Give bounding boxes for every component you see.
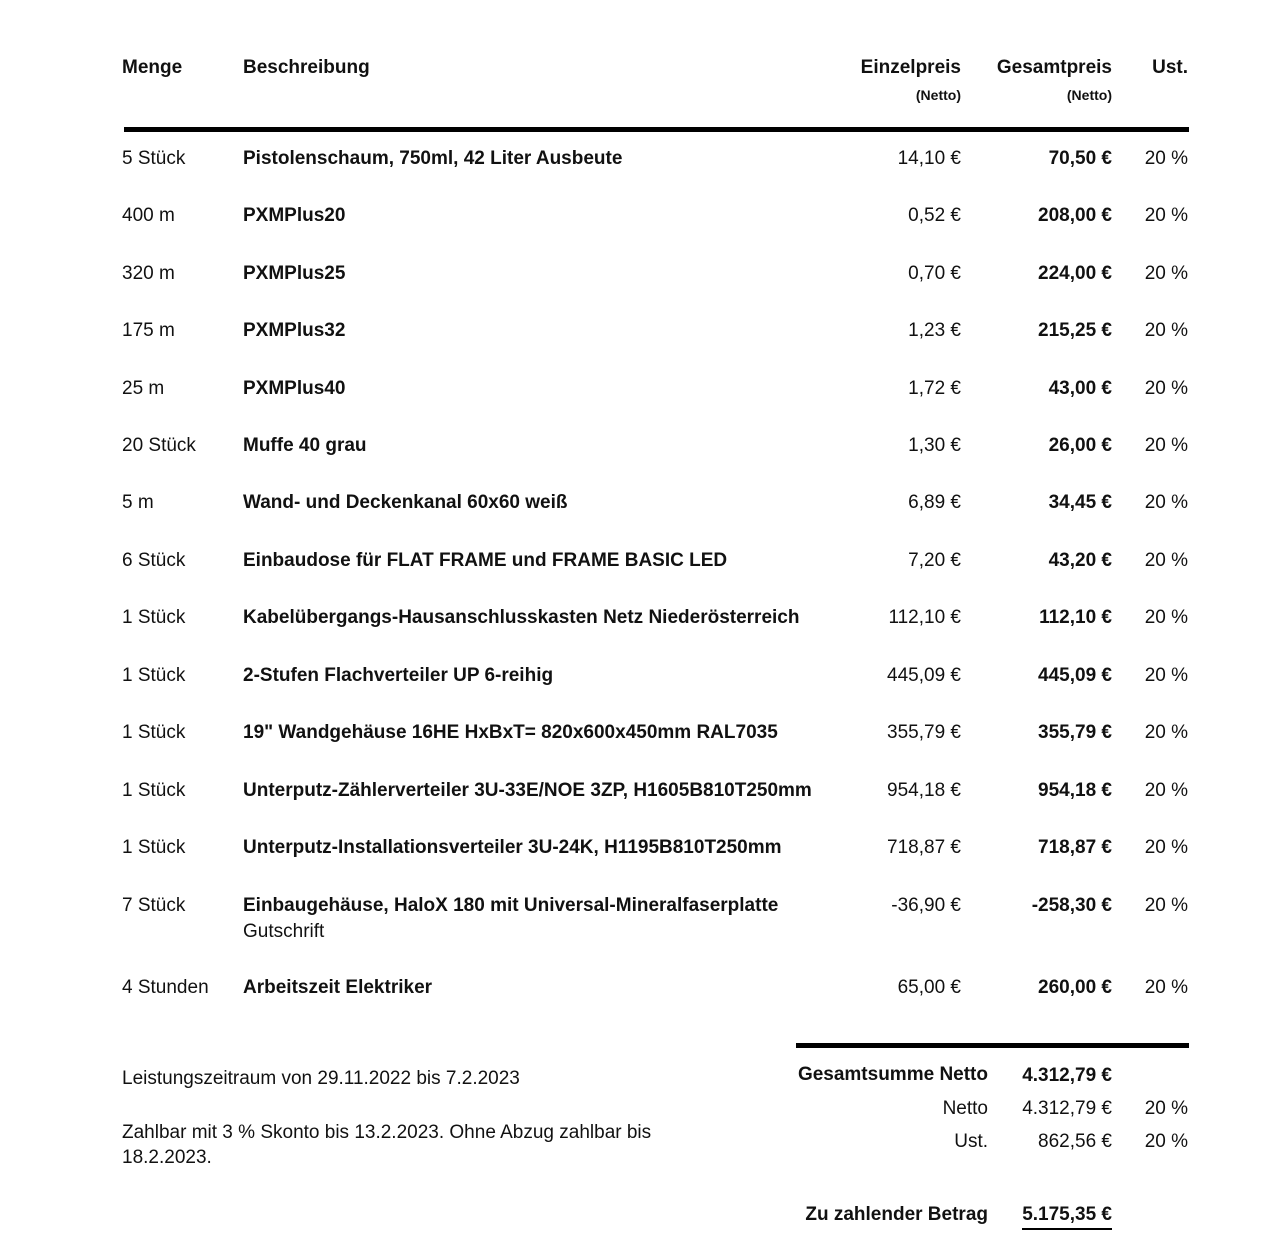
item-unit-price: 1,72 €	[908, 378, 961, 399]
header-unit-price-sub: (Netto)	[915, 87, 961, 103]
item-vat-rate: 20 %	[1144, 895, 1188, 916]
table-row	[0, 148, 1280, 188]
amount-due-label: Zu zahlender Betrag	[805, 1204, 988, 1225]
item-unit-price: 112,10 €	[888, 607, 961, 628]
net-label: Netto	[942, 1098, 988, 1119]
item-description: Wand- und Deckenkanal 60x60 weiß	[243, 492, 568, 513]
item-unit-price: 14,10 €	[897, 148, 961, 169]
item-total-price: 70,50 €	[1048, 148, 1112, 169]
item-unit-price: 1,30 €	[908, 435, 961, 456]
item-description: PXMPlus25	[243, 263, 346, 284]
item-vat-rate: 20 %	[1144, 148, 1188, 169]
item-vat-rate: 20 %	[1144, 320, 1188, 341]
item-total-price: 26,00 €	[1048, 435, 1112, 456]
amount-due-value: 5.175,35 €	[1022, 1204, 1112, 1230]
item-vat-rate: 20 %	[1144, 492, 1188, 513]
item-vat-rate: 20 %	[1144, 378, 1188, 399]
item-total-price: 355,79 €	[1038, 722, 1112, 743]
net-vat-rate: 20 %	[1144, 1098, 1188, 1119]
item-quantity: 1 Stück	[122, 837, 186, 858]
item-description: Einbaudose für FLAT FRAME und FRAME BASIC LED	[243, 550, 728, 571]
item-vat-rate: 20 %	[1144, 665, 1188, 686]
item-description: Pistolenschaum, 750ml, 42 Liter Ausbeute	[243, 148, 623, 169]
item-description-note: Gutschrift	[243, 921, 325, 942]
item-description: Kabelübergangs-Hausanschlusskasten Netz Niederösterreich	[243, 607, 800, 628]
vat-value: 862,56 €	[1038, 1131, 1112, 1152]
item-total-price: 718,87 €	[1038, 837, 1112, 858]
item-unit-price: 718,87 €	[887, 837, 961, 858]
item-unit-price: 7,20 €	[908, 550, 961, 571]
item-description: PXMPlus20	[243, 205, 346, 226]
item-unit-price: 0,70 €	[908, 263, 961, 284]
gross-net-label: Gesamtsumme Netto	[797, 1064, 988, 1085]
item-quantity: 25 m	[122, 378, 165, 399]
item-description: Einbaugehäuse, HaloX 180 mit Universal-Mineralfaserplatte	[243, 895, 779, 916]
item-vat-rate: 20 %	[1144, 205, 1188, 226]
item-description: 2-Stufen Flachverteiler UP 6-reihig	[243, 665, 554, 686]
item-quantity: 1 Stück	[122, 665, 186, 686]
item-total-price: 34,45 €	[1048, 492, 1112, 513]
gross-net-value: 4.312,79 €	[1022, 1065, 1112, 1086]
item-quantity: 400 m	[122, 205, 175, 226]
item-vat-rate: 20 %	[1144, 722, 1188, 743]
table-row	[0, 895, 1280, 942]
item-total-price: 208,00 €	[1038, 205, 1112, 226]
item-total-price: 43,20 €	[1048, 550, 1112, 571]
net-value: 4.312,79 €	[1022, 1098, 1112, 1119]
item-quantity: 4 Stunden	[122, 977, 209, 998]
table-row	[0, 607, 1280, 647]
vat-rate: 20 %	[1144, 1131, 1188, 1152]
item-description: PXMPlus32	[243, 320, 346, 341]
table-row	[0, 320, 1280, 360]
item-quantity: 320 m	[122, 263, 175, 284]
item-unit-price: 1,23 €	[908, 320, 961, 341]
item-description: Unterputz-Installationsverteiler 3U-24K, H1195B810T250mm	[243, 837, 782, 858]
header-vat: Ust.	[1152, 57, 1188, 78]
item-vat-rate: 20 %	[1144, 780, 1188, 801]
header-total-price: Gesamtpreis	[996, 57, 1112, 78]
item-vat-rate: 20 %	[1144, 263, 1188, 284]
table-row	[0, 263, 1280, 303]
vat-label: Ust.	[954, 1131, 988, 1152]
table-row	[0, 837, 1280, 877]
item-description: Arbeitszeit Elektriker	[243, 977, 433, 998]
item-total-price: 43,00 €	[1048, 378, 1112, 399]
item-unit-price: 445,09 €	[887, 665, 961, 686]
item-quantity: 5 m	[122, 492, 154, 513]
payment-terms-note: Zahlbar mit 3 % Skonto bis 13.2.2023. Ohne Abzug zahlbar bis 18.2.2023.	[122, 1122, 652, 1168]
item-quantity: 7 Stück	[122, 895, 186, 916]
summary-divider	[796, 1043, 1189, 1048]
item-vat-rate: 20 %	[1144, 977, 1188, 998]
item-unit-price: -36,90 €	[891, 895, 961, 916]
item-description: PXMPlus40	[243, 378, 346, 399]
item-unit-price: 6,89 €	[908, 492, 961, 513]
table-row	[0, 378, 1280, 418]
item-description: Muffe 40 grau	[243, 435, 367, 456]
header-qty: Menge	[122, 57, 183, 78]
header-unit-price: Einzelpreis	[860, 57, 961, 78]
item-vat-rate: 20 %	[1144, 435, 1188, 456]
item-vat-rate: 20 %	[1144, 607, 1188, 628]
service-period-note: Leistungszeitraum von 29.11.2022 bis 7.2.2023	[122, 1068, 520, 1089]
table-row	[0, 665, 1280, 705]
item-total-price: 224,00 €	[1038, 263, 1112, 284]
item-quantity: 1 Stück	[122, 722, 186, 743]
item-unit-price: 65,00 €	[897, 977, 961, 998]
item-quantity: 5 Stück	[122, 148, 186, 169]
table-row	[0, 492, 1280, 532]
item-quantity: 1 Stück	[122, 780, 186, 801]
item-description: Unterputz-Zählerverteiler 3U-33E/NOE 3ZP, H1605B810T250mm	[243, 780, 812, 801]
header-divider	[124, 127, 1189, 132]
item-unit-price: 954,18 €	[887, 780, 961, 801]
table-row	[0, 780, 1280, 820]
item-quantity: 20 Stück	[122, 435, 196, 456]
item-total-price: 215,25 €	[1038, 320, 1112, 341]
header-total-price-sub: (Netto)	[1066, 87, 1112, 103]
item-unit-price: 0,52 €	[908, 205, 961, 226]
item-quantity: 1 Stück	[122, 607, 186, 628]
item-vat-rate: 20 %	[1144, 550, 1188, 571]
item-description: 19" Wandgehäuse 16HE HxBxT= 820x600x450mm RAL7035	[243, 722, 778, 743]
table-row	[0, 435, 1280, 475]
item-quantity: 175 m	[122, 320, 175, 341]
item-unit-price: 355,79 €	[887, 722, 961, 743]
table-row	[0, 722, 1280, 762]
item-total-price: 260,00 €	[1038, 977, 1112, 998]
item-total-price: -258,30 €	[1031, 895, 1112, 916]
item-quantity: 6 Stück	[122, 550, 186, 571]
table-row	[0, 977, 1280, 1017]
item-total-price: 112,10 €	[1039, 607, 1112, 628]
table-row	[0, 550, 1280, 590]
table-row	[0, 205, 1280, 245]
header-description: Beschreibung	[243, 57, 370, 78]
item-vat-rate: 20 %	[1144, 837, 1188, 858]
item-total-price: 445,09 €	[1038, 665, 1112, 686]
item-total-price: 954,18 €	[1038, 780, 1112, 801]
